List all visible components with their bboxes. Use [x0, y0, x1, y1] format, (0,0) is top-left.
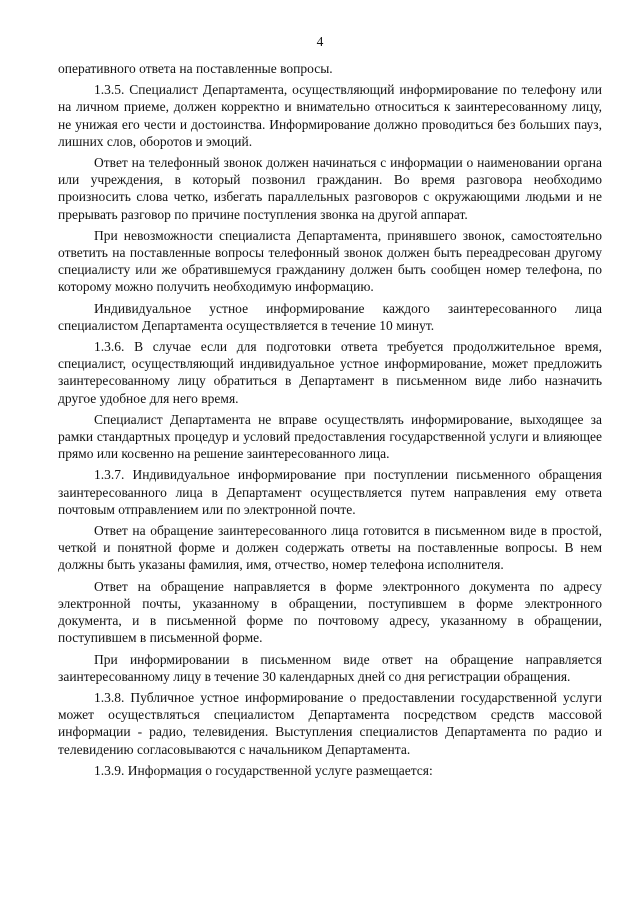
paragraph-electronic-answer: Ответ на обращение направляется в форме электронного документа по адресу электронной почты, указанному в обращении, поступившем в форме электронного документа, и в письменной форме по почтовому адресу, указанному в обращении, поступившем в письменной форме.: [58, 578, 602, 646]
paragraph-1-3-6: 1.3.6. В случае если для подготовки ответа требуется продолжительное время, специалист, осуществляющий индивидуальное устное информирование, может предложить заинтересованному лицу обратиться в Департамент в письменном виде либо назначить другое удобное для него время.: [58, 339, 602, 406]
document-body: [58, 60, 602, 783]
paragraph-1-3-5: 1.3.5. Специалист Департамента, осуществляющий информирование по телефону или на личном приеме, должен корректно и внимательно относиться к заинтересованному лицу, не унижая его чести и достоинства. Информирование должно проводиться без больших пауз, лишних слов, оборотов и эмоций.: [58, 82, 602, 149]
paragraph-30-days: При информировании в письменном виде ответ на обращение направляется заинтересованному лицу в течение 30 календарных дней со дня регистрации обращения.: [58, 651, 602, 684]
paragraph-phone-answer: Ответ на телефонный звонок должен начинаться с информации о наименовании органа или учреждения, в который позвонил гражданин. Во время разговора необходимо произносить слова четко, избегать параллельных разговоров с окружающими людьми и не прерывать разговор по причине поступления звонка на другой аппарат.: [58, 155, 602, 222]
page-number: 4: [316, 34, 324, 49]
paragraph-individual-oral: Индивидуальное устное информирование каждого заинтересованного лица специалистом Департамента осуществляется в течение 10 минут.: [58, 300, 602, 333]
paragraph-written-answer: Ответ на обращение заинтересованного лица готовится в письменном виде в простой, четкой и понятной форме и должен содержать ответы на поставленные вопросы. В нем должны быть указаны фамилия, имя, отчество, номер телефона исполнителя.: [58, 523, 602, 573]
paragraph-1-3-9: 1.3.9. Информация о государственной услуге размещается:: [94, 762, 433, 778]
paragraph-specialist-limits: Специалист Департамента не вправе осуществлять информирование, выходящее за рамки стандартных процедур и условий предоставления государственной услуги и влияющее прямо или косвенно на решение заинтересованного лица.: [58, 411, 602, 462]
paragraph-1-3-8: 1.3.8. Публичное устное информирование о предоставлении государственной услуги может осуществляться специалистом Департамента посредством средств массовой информации - радио, телевидения. Выступления специалистов Департамента по радио и телевидению согласовываются с начальником Департамента.: [58, 689, 602, 757]
paragraph-continuation: оперативного ответа на поставленные вопросы.: [58, 61, 333, 76]
paragraph-1-3-7: 1.3.7. Индивидуальное информирование при поступлении письменного обращения заинтересованного лица в Департамент осуществляется путем направления ему ответа почтовым отправлением или по электронной почте.: [58, 467, 602, 517]
paragraph-call-redirect: При невозможности специалиста Департамента, принявшего звонок, самостоятельно ответить на поставленные вопросы телефонный звонок должен быть переадресован другому специалисту или же обратившемуся гражданину должен быть сообщен номер телефона, по которому можно получить необходимую информацию.: [58, 227, 602, 295]
